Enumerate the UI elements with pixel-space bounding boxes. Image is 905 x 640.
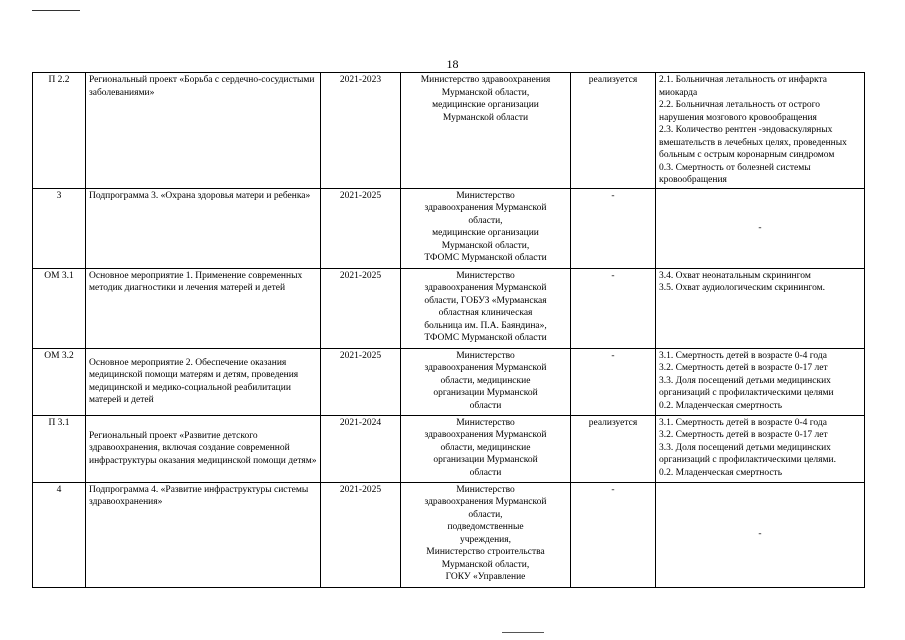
row-status: реализуется: [571, 73, 656, 189]
table-row: [33, 415, 865, 482]
table-row: [33, 188, 865, 268]
row-period: 2021-2024: [321, 415, 401, 482]
row-indicators: 2.1. Больничная летальность от инфаркта миокарда 2.2. Больничная летальность от острого нарушения мозгового кровообращения 2.3. Количество рентген -эндоваскулярных вмешательств в лечебных целях, проведенных больным с острым коронарным синдромом 0.3. Смертность от болезней системы кровообращения: [656, 73, 865, 189]
row-name: Региональный проект «Развитие детского здравоохранения, включая создание современной инфраструктуры оказания медицинской помощи детям»: [86, 415, 321, 482]
row-period: 2021-2025: [321, 482, 401, 587]
row-executor: Министерство здравоохранения Мурманской области, медицинские организации Мурманской области: [401, 73, 571, 189]
row-indicators: 3.4. Охват неонатальным скринингом 3.5. Охват аудиологическим скринингом.: [656, 268, 865, 348]
row-executor: Министерство здравоохранения Мурманской области, медицинские организации Мурманской области: [401, 348, 571, 415]
row-status: -: [571, 482, 656, 587]
row-status: реализуется: [571, 415, 656, 482]
row-name: Региональный проект «Борьба с сердечно-сосудистыми заболеваниями»: [86, 73, 321, 189]
row-period: 2021-2025: [321, 188, 401, 268]
row-code: ОМ 3.1: [33, 268, 86, 348]
table-row: [33, 348, 865, 415]
row-code: 3: [33, 188, 86, 268]
bottom-rule: [502, 632, 544, 633]
row-status: -: [571, 348, 656, 415]
row-indicators: -: [656, 482, 865, 587]
row-period: 2021-2025: [321, 268, 401, 348]
row-period: 2021-2023: [321, 73, 401, 189]
row-name: Основное мероприятие 2. Обеспечение оказания медицинской помощи матерям и детям, проведения медицинской и медико-социальной реабилитации матерей и детей: [86, 348, 321, 415]
row-code: П 2.2: [33, 73, 86, 189]
row-indicators: 3.1. Смертность детей в возрасте 0-4 года 3.2. Смертность детей в возрасте 0-17 лет 3.3. Доля посещений детьми медицинских организаций с профилактическими целями 0.2. Младенческая смертность: [656, 348, 865, 415]
row-code: ОМ 3.2: [33, 348, 86, 415]
table-row: [33, 73, 865, 189]
row-name: Основное мероприятие 1. Применение современных методик диагностики и лечения матерей и детей: [86, 268, 321, 348]
row-indicators: -: [656, 188, 865, 268]
page-number: 18: [446, 57, 459, 71]
row-executor: Министерство здравоохранения Мурманской области, подведомственные учреждения, Министерство строительства Мурманской области, ГОКУ «Управление: [401, 482, 571, 587]
table-row: [33, 482, 865, 587]
row-period: 2021-2025: [321, 348, 401, 415]
row-code: П 3.1: [33, 415, 86, 482]
row-status: -: [571, 268, 656, 348]
row-executor: Министерство здравоохранения Мурманской области, медицинские организации Мурманской области, ТФОМС Мурманской области: [401, 188, 571, 268]
row-executor: Министерство здравоохранения Мурманской области, медицинские организации Мурманской области: [401, 415, 571, 482]
top-rule: [32, 10, 80, 11]
table-row: [33, 268, 865, 348]
program-table: [32, 72, 865, 588]
row-status: -: [571, 188, 656, 268]
row-code: 4: [33, 482, 86, 587]
row-executor: Министерство здравоохранения Мурманской области, ГОБУЗ «Мурманская областная клиническая больница им. П.А. Баяндина», ТФОМС Мурманской области: [401, 268, 571, 348]
row-name: Подпрограмма 4. «Развитие инфраструктуры системы здравоохранения»: [86, 482, 321, 587]
row-indicators: 3.1. Смертность детей в возрасте 0-4 года 3.2. Смертность детей в возрасте 0-17 лет 3.3. Доля посещений детьми медицинских организаций с профилактическими целями. 0.2. Младенческая смертность: [656, 415, 865, 482]
row-name: Подпрограмма 3. «Охрана здоровья матери и ребенка»: [86, 188, 321, 268]
